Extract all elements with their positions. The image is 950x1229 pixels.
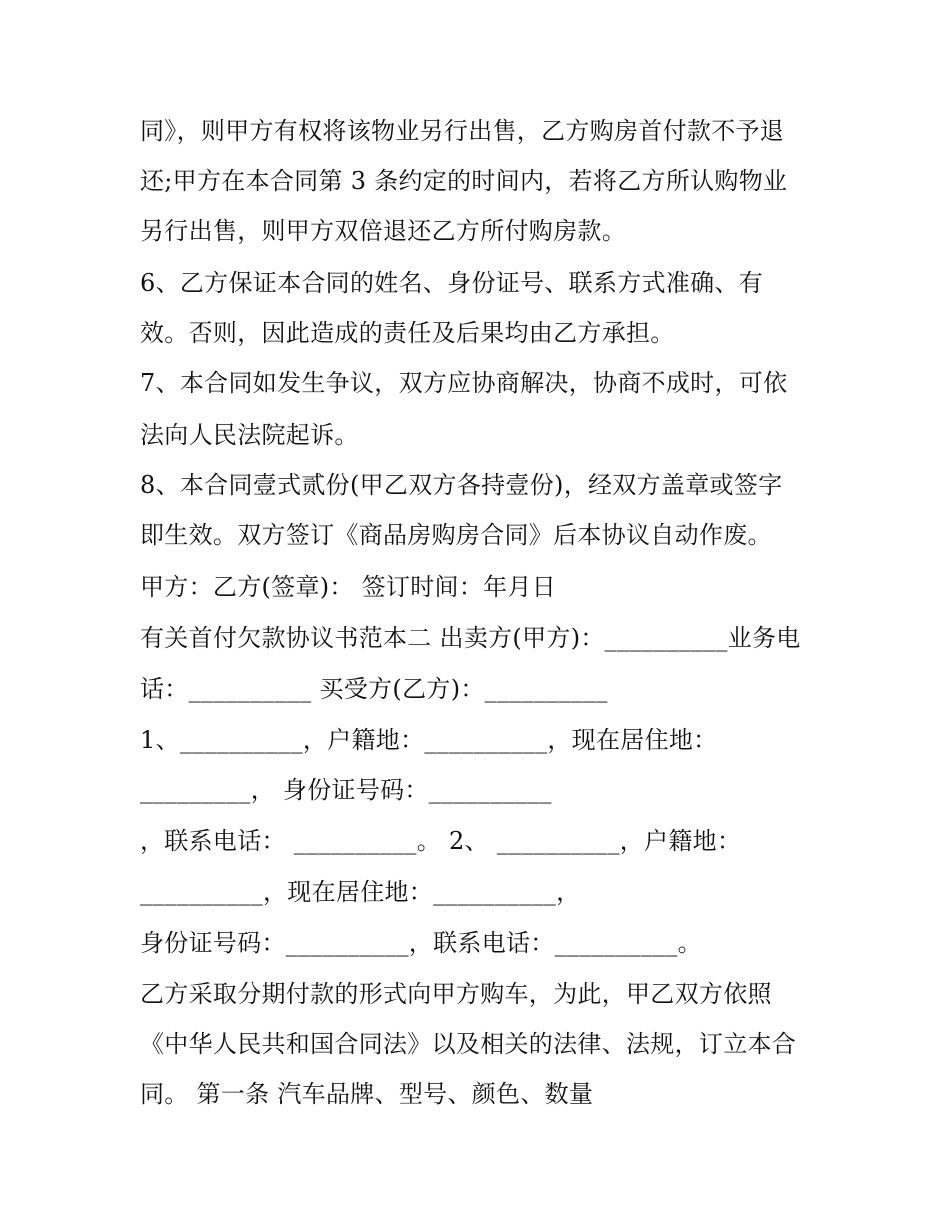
clause-7-line-2: 法向人民法院起诉。 bbox=[140, 421, 359, 449]
party-2-line-2: __________，现在居住地：__________， bbox=[140, 878, 581, 906]
party-1-line-1: 1、__________，户籍地：__________，现在居住地： bbox=[140, 726, 718, 754]
clause-6-line-2: 效。否则，因此造成的责任及后果均由乙方承担。 bbox=[140, 319, 675, 347]
preamble-line-1: 乙方采取分期付款的形式向甲方购车，为此，甲乙双方依照 bbox=[140, 980, 772, 1008]
party-2-line-1: ，联系电话： __________。 2、 __________，户籍地： bbox=[140, 827, 742, 855]
text-line-2: 还;甲方在本合同第 3 条约定的时间内，若将乙方所认购物业 bbox=[140, 167, 788, 195]
party-2-line-3: 身份证号码：__________，联系电话：__________。 bbox=[140, 929, 702, 957]
clause-8-line-1: 8、本合同壹式贰份(甲乙双方各持壹份)，经双方盖章或签字 bbox=[140, 471, 783, 499]
party-1-line-2: _________， 身份证号码：__________ bbox=[140, 776, 552, 804]
clause-7-line-1: 7、本合同如发生争议，双方应协商解决，协商不成时，可依 bbox=[140, 369, 788, 397]
clause-8-line-2: 即生效。双方签订《商品房购房合同》后本协议自动作废。 bbox=[140, 521, 772, 549]
buyer-line: 话：__________ 买受方(乙方)：__________ bbox=[140, 675, 608, 703]
template-two-heading: 有关首付欠款协议书范本二 出卖方(甲方)：__________业务电 bbox=[140, 624, 801, 652]
text-line-1: 同》，则甲方有权将该物业另行出售，乙方购房首付款不予退 bbox=[140, 117, 785, 145]
text-line-3: 另行出售，则甲方双倍退还乙方所付购房款。 bbox=[140, 217, 626, 245]
article-1-heading: 同。 第一条 汽车品牌、型号、颜色、数量 bbox=[140, 1080, 594, 1108]
preamble-line-2: 《中华人民共和国合同法》以及相关的法律、法规，订立本合 bbox=[140, 1030, 797, 1058]
signature-line: 甲方：乙方(签章)： 签订时间：年月日 bbox=[140, 573, 557, 601]
clause-6-line-1: 6、乙方保证本合同的姓名、身份证号、联系方式准确、有 bbox=[140, 269, 764, 297]
